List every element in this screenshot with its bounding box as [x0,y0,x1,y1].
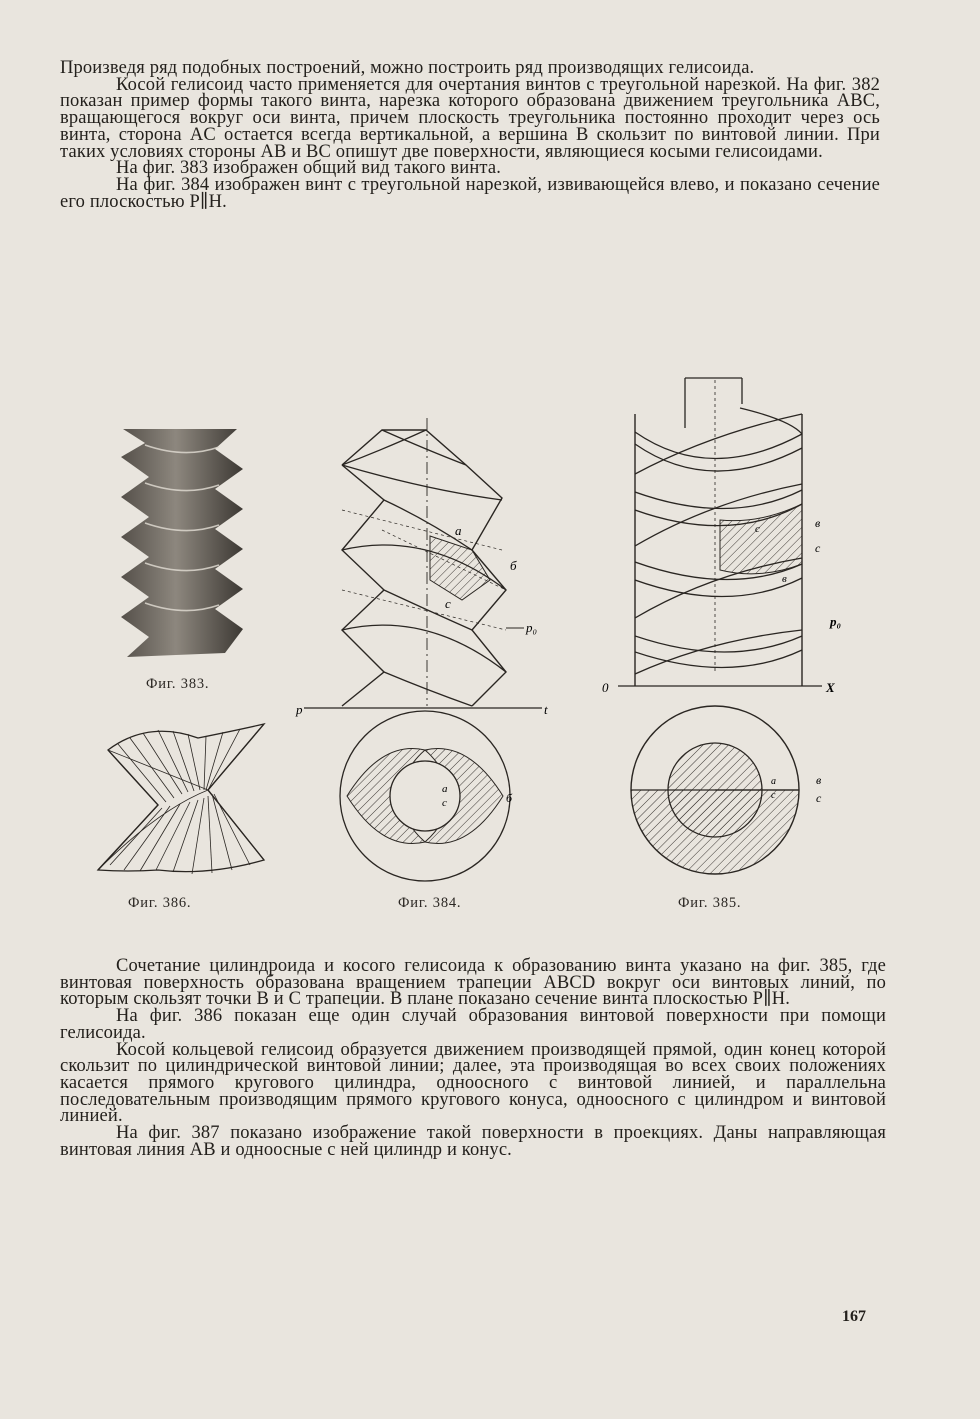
label-c3: c [816,791,822,805]
caption-383: Фиг. 383. [146,676,210,692]
label-t: t [544,702,548,717]
label-a: а [455,523,462,538]
label-p0: p₀ [830,614,842,629]
paragraph: На фиг. 386 показан еще один случай образования винтовой поверхности при помощи гелисоида. [60,1006,886,1043]
paragraph: Произведя ряд подобных построений, можно построить ряд производящих гелисоида. [60,58,755,78]
caption-386: Фиг. 386. [128,895,192,911]
label-b3: в [816,773,822,787]
figure-385 [590,374,870,884]
paragraph: На фиг. 387 показано изображение такой поверхности в проекциях. Даны направляющая винтовая линия AB и одноосные с ней цилиндр и конус. [60,1123,886,1160]
label-c: с [445,596,451,611]
label-c2: с [442,797,447,809]
figure-384 [292,410,564,890]
label-x: X [826,680,835,695]
label-c2: c [815,541,821,555]
caption-384: Фиг. 384. [398,895,462,911]
label-o: 0 [602,680,609,695]
paragraph: На фиг. 384 изображен винт с треугольной нарезкой, извивающейся влево, и показано сечение его плоскостью P∥H. [60,174,880,212]
label-p0: p₀ [526,620,538,635]
paragraph: Косой гелисоид часто применяется для очертания винтов с треугольной нарезкой. На фиг. 382 показан пример формы такого винта, нарезка которого образована движением треугольника ABC, вращающегося вокруг оси винта, причем плоскость треугольника постоянно проходит через ось винта, сторона AC остается всегда вертикальной, а вершина B скользит по винтовой линии. При таких условиях стороны AB и BC опишут две поверхности, являющиеся косыми гелисоидами. [60,74,880,162]
paragraph: Косой кольцевой гелисоид образуется движением производящей прямой, один конец которой скользит по цилиндрической винтовой линии; далее, эта производящая во всех своих положениях касается прямого кругового цилиндра, одноосного с винтовой линией, и параллельна последовательным производящим прямого кругового конуса, одноосного с цилиндром и винтовой линией. [60,1039,886,1127]
caption-385: Фиг. 385. [678,895,742,911]
text-block-top [60,60,880,210]
text-block-bottom [60,958,886,1158]
paragraph: Сочетание цилиндроида и косого гелисоида к образованию винта указано на фиг. 385, где винтовая поверхность образована вращением трапеции ABCD вокруг оси винтовых линий, по которым скользят точки B и C трапеции. В плане показано сечение винта плоскостью P∥H. [60,956,886,1010]
label-b2: б [506,791,513,805]
page-number: 167 [842,1308,866,1325]
paragraph: На фиг. 383 изображен общий вид такого винта. [116,158,501,179]
label-a: а [771,776,776,787]
figure-383 [115,425,250,660]
figure-386 [88,710,278,880]
label-c4: c [771,790,776,801]
label-p: p [296,702,303,717]
label-a2: а [442,783,448,795]
label-b2: в [782,573,787,585]
label-c: c [755,523,760,535]
label-b: в [815,516,821,530]
label-b: б [510,558,517,573]
